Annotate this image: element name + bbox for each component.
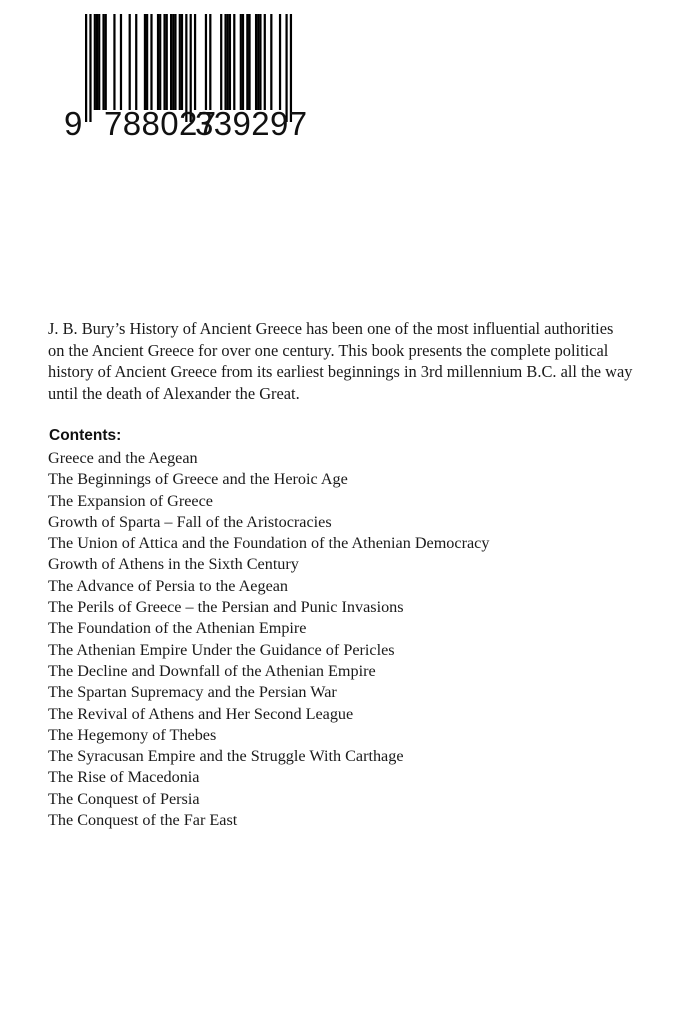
barcode-left-group: 788027 <box>104 105 217 142</box>
contents-list <box>48 448 489 831</box>
contents-item: The Spartan Supremacy and the Persian War <box>48 683 337 702</box>
contents-item: The Conquest of Persia <box>48 789 200 808</box>
contents-item: Growth of Athens in the Sixth Century <box>48 555 299 574</box>
contents-item: Growth of Sparta – Fall of the Aristocracies <box>48 512 332 531</box>
barcode-first-digit: 9 <box>64 105 83 142</box>
contents-item: The Conquest of the Far East <box>48 811 238 830</box>
contents-item: The Athenian Empire Under the Guidance of Pericles <box>48 640 395 659</box>
contents-item: The Rise of Macedonia <box>48 768 200 787</box>
description-line: until the death of Alexander the Great. <box>48 383 300 403</box>
contents-item: The Syracusan Empire and the Struggle With Carthage <box>48 747 404 766</box>
book-description <box>48 318 648 404</box>
contents-item: The Advance of Persia to the Aegean <box>48 576 289 595</box>
barcode-right-group: 339297 <box>195 105 308 142</box>
contents-heading: Contents: <box>49 427 122 444</box>
contents-item: The Revival of Athens and Her Second League <box>48 704 354 723</box>
contents-item: The Decline and Downfall of the Athenian Empire <box>48 661 376 680</box>
isbn-barcode <box>62 12 308 142</box>
contents-item: The Foundation of the Athenian Empire <box>48 619 307 638</box>
description-line: J. B. Bury’s History of Ancient Greece has been one of the most influential authorities <box>48 319 614 338</box>
contents-item: The Beginnings of Greece and the Heroic Age <box>48 470 348 489</box>
contents-item: The Expansion of Greece <box>48 491 213 510</box>
contents-item: The Union of Attica and the Foundation of the Athenian Democracy <box>48 534 490 553</box>
contents-item: Greece and the Aegean <box>48 449 198 467</box>
description-line: on the Ancient Greece for over one century. This book presents the complete political <box>48 340 609 360</box>
description-line: history of Ancient Greece from its earliest beginnings in 3rd millennium B.C. all the way <box>48 362 633 381</box>
contents-item: The Perils of Greece – the Persian and Punic Invasions <box>48 598 404 617</box>
contents-item: The Hegemony of Thebes <box>48 725 217 744</box>
